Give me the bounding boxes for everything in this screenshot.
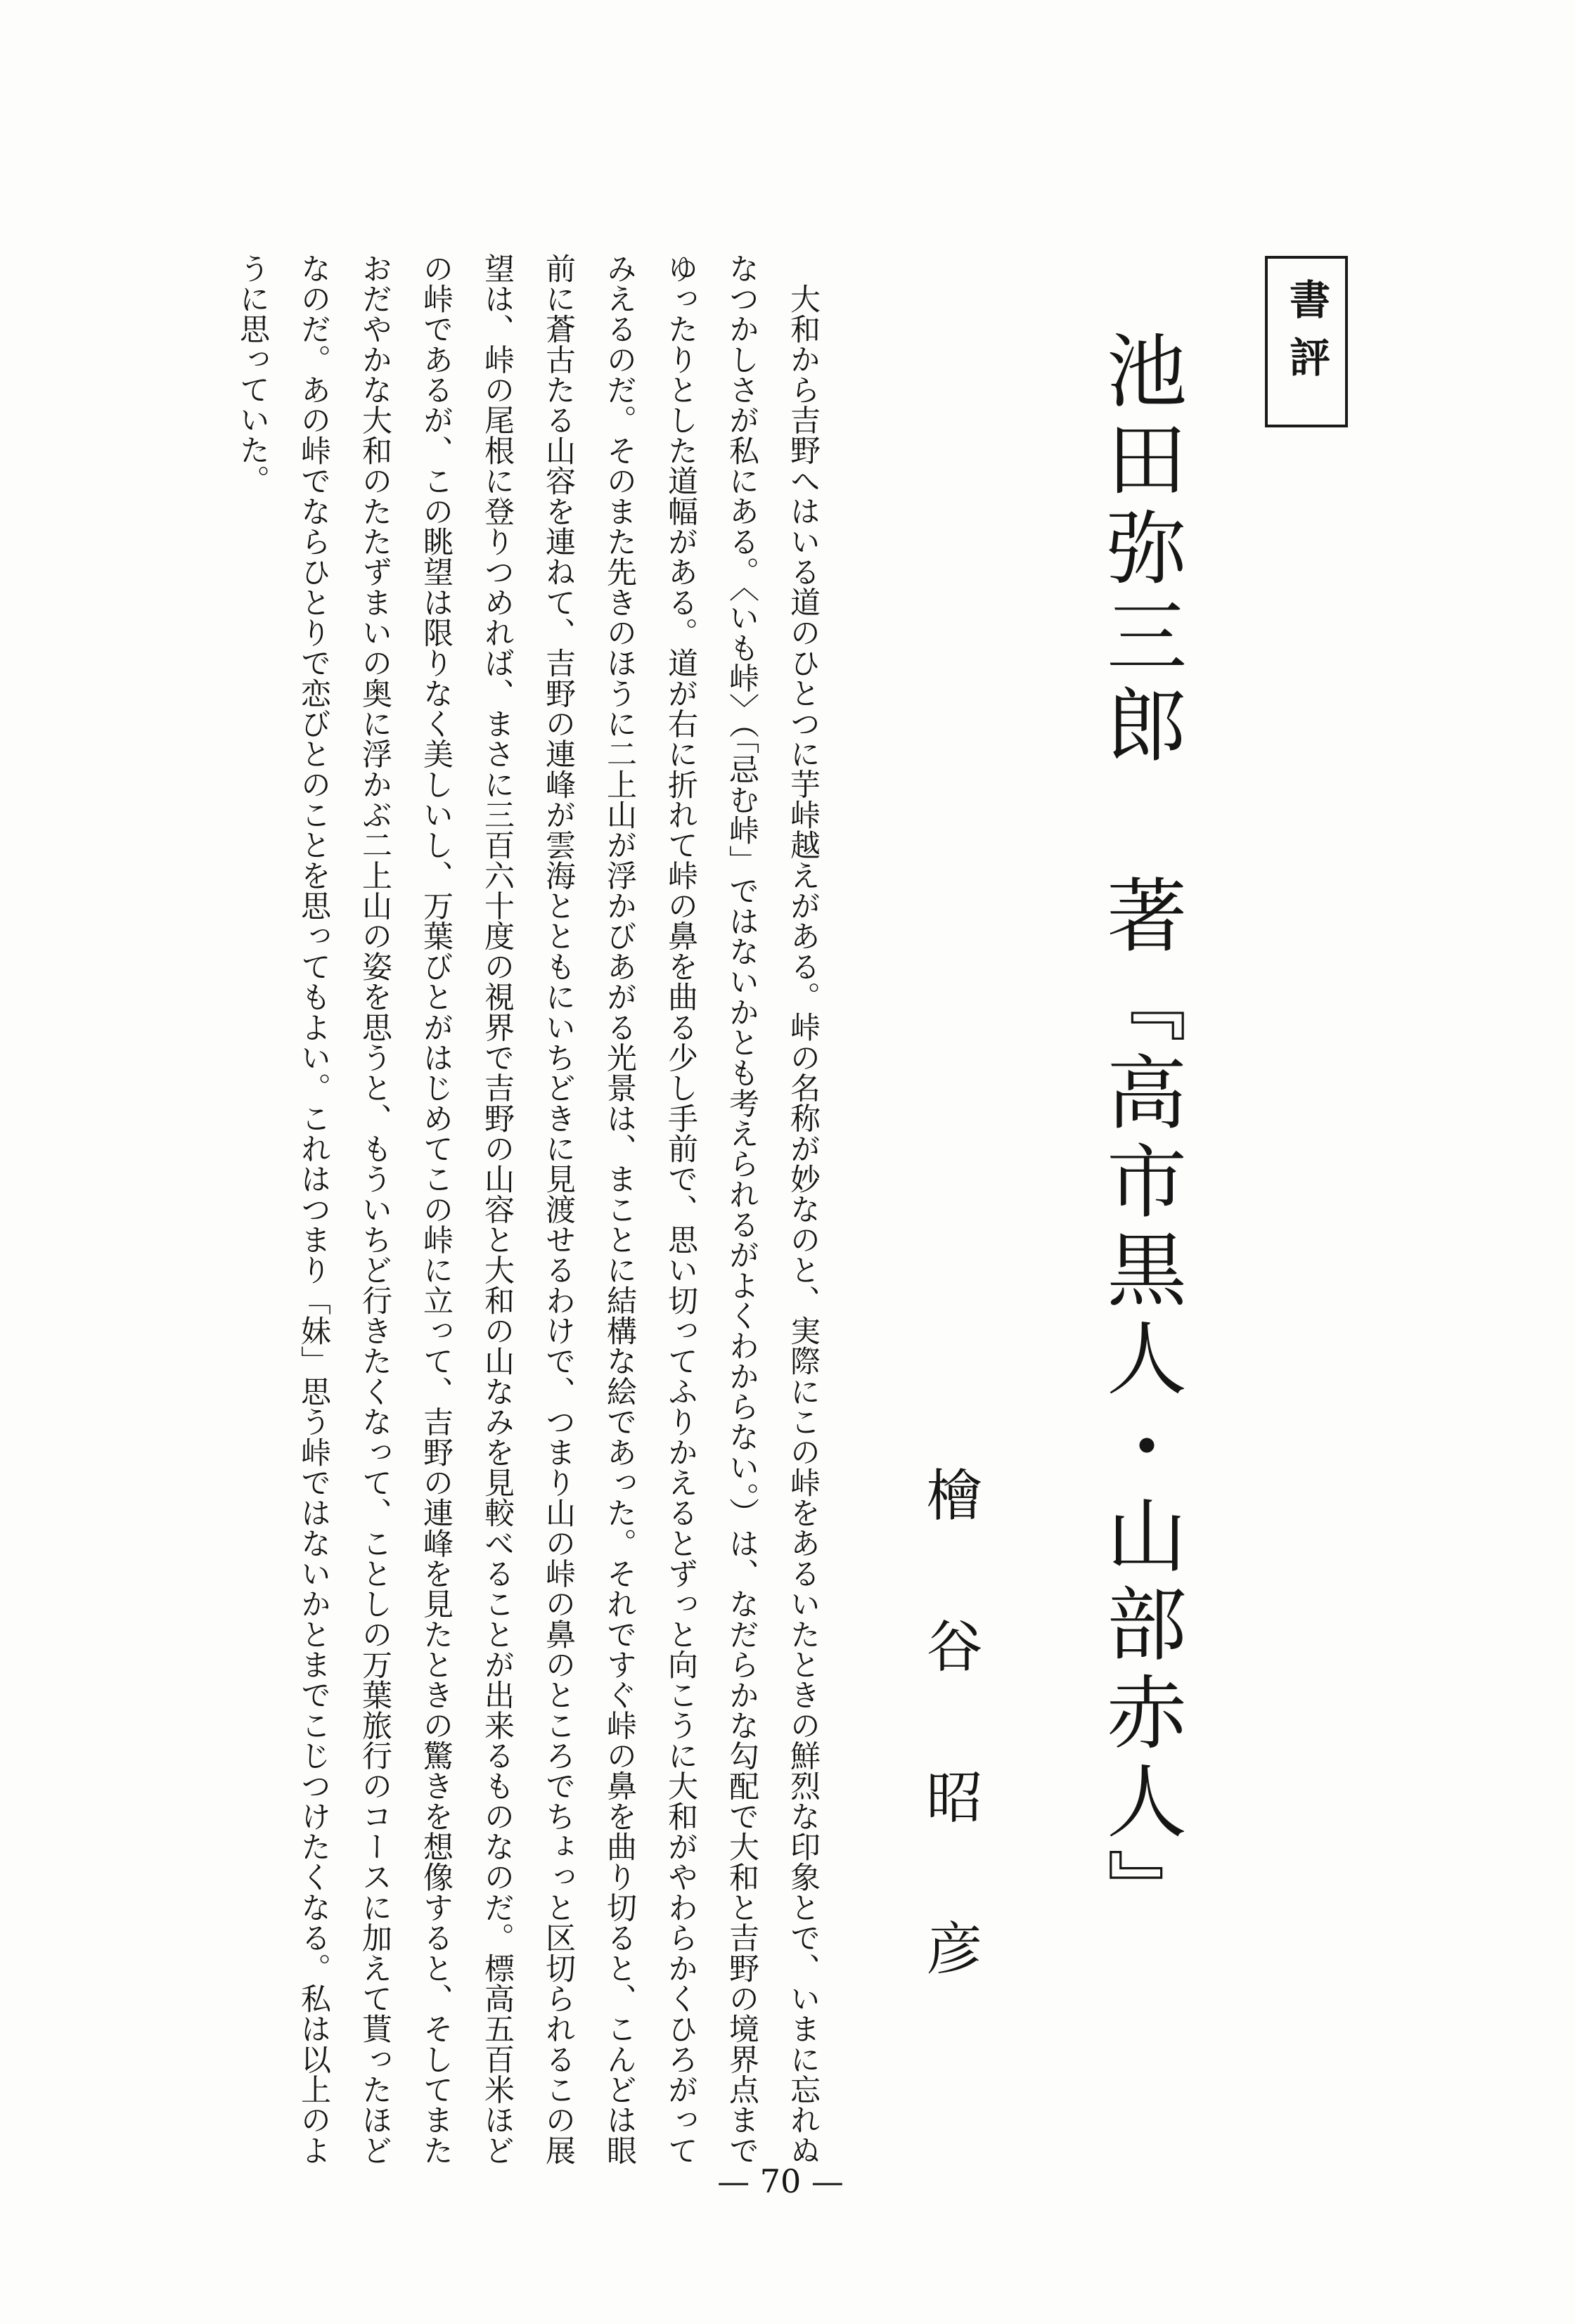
page-number: — 70 —	[717, 2162, 844, 2200]
review-author: 檜谷昭彦	[917, 1466, 982, 2070]
section-label-box	[1265, 256, 1348, 427]
body-paragraph: 大和から吉野へはいる道のひとつに芋峠越えがある。峠の名称が妙なのと、実際にこの峠をあるいたときの鮮烈な印象とで、いまに忘れぬなつかしさが私にある。〈いも峠〉（「忌む峠」ではないかとも考えられるがよくわからない。）は、なだらかな勾配で大和と吉野の境界点までゆったりとした道幅がある。道が右に折れて峠の鼻を曲る少し手前で、思い切ってふりかえるとずっと向こうに大和がやわらかくひろがってみえるのだ。そのまた先きのほうに二上山が浮かびあがる光景は、まことに結構な絵であった。それですぐ峠の鼻を曲り切ると、こんどは眼前に蒼古たる山容を連ねて、吉野の連峰が雲海とともにいちどきに見渡せるわけで、つまり山の峠の鼻のところでちょっと区切られるこの展望は、峠の尾根に登りつめれば、まさに三百六十度の視界で吉野の山容と大和の山なみを見較べることが出来るものなのだ。標高五百米ほどの峠であるが、この眺望は限りなく美しいし、万葉びとがはじめてこの峠に立って、吉野の連峰を見たときの驚きを想像すると、そしてまたおだやかな大和のたたずまいの奥に浮かぶ二上山の姿を思うと、もういちど行きたくなって、ことしの万葉旅行のコースに加えて貰ったほどなのだ。あの峠でならひとりで恋びとのことを思ってもよい。これはつまり「妹」思う峠ではないかとまでこじつけたくなる。私は以上のように思っていた。	[235, 253, 821, 2166]
review-body	[221, 253, 833, 2165]
book-review-title: 池田弥三郎 著『高市黒人・山部赤人』	[1093, 329, 1187, 1937]
section-label: 書評	[1282, 278, 1330, 394]
